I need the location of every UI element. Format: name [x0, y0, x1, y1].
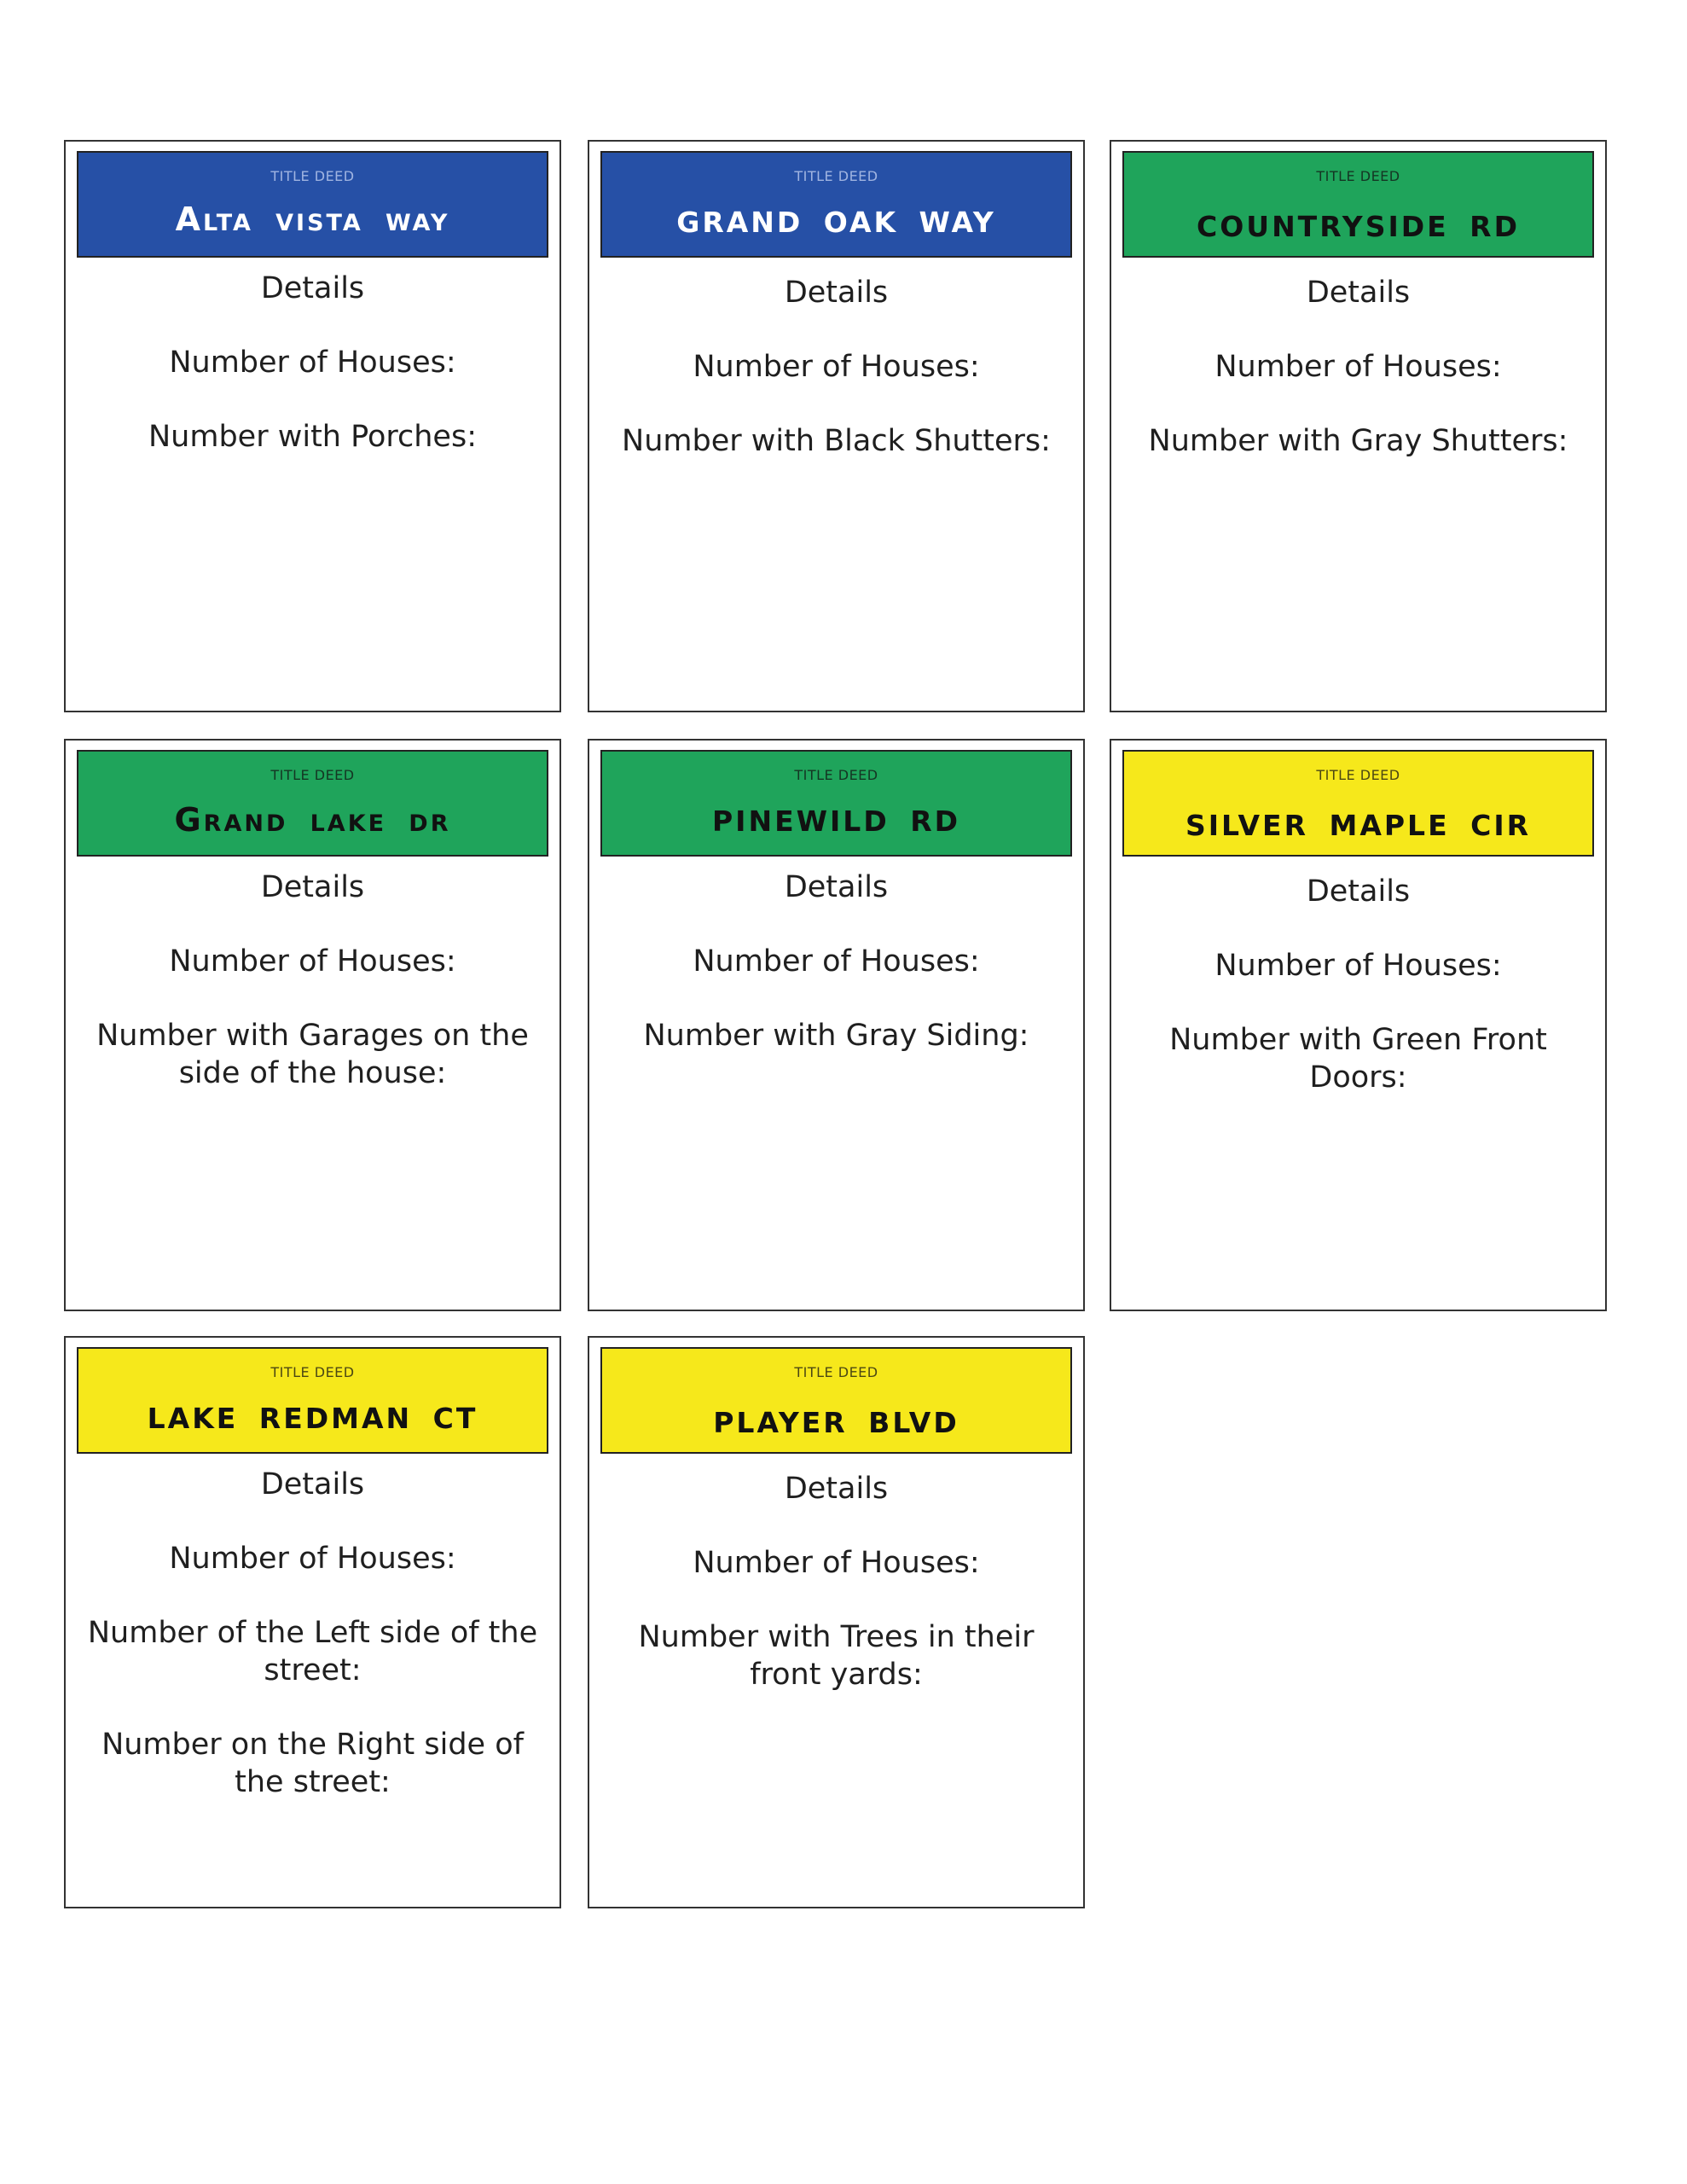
title-deed-card — [1110, 739, 1607, 1311]
detail-line: Number with Green Front Doors: — [1169, 1023, 1547, 1095]
card-details — [83, 1466, 542, 1838]
card-tag: TITLE DEED — [794, 1364, 878, 1380]
card-details — [83, 868, 542, 1129]
card-tag: TITLE DEED — [270, 767, 355, 783]
card-details — [606, 1470, 1066, 1730]
detail-line: Number of Houses: — [693, 944, 980, 979]
card-tag: TITLE DEED — [794, 168, 878, 184]
card-banner — [600, 750, 1072, 857]
title-deed-card — [64, 1336, 561, 1908]
title-deed-card — [588, 140, 1085, 712]
card-tag: TITLE DEED — [270, 1364, 355, 1380]
details-heading: Details — [260, 870, 365, 904]
street-name: COUNTRYSIDE RD — [1197, 210, 1520, 243]
details-heading: Details — [260, 271, 365, 305]
detail-line: Number of Houses: — [169, 1542, 456, 1576]
details-heading: Details — [784, 276, 889, 310]
detail-line: Number of Houses: — [1215, 350, 1502, 384]
detail-line: Number of the Left side of the street: — [87, 1616, 538, 1687]
card-details — [1128, 274, 1588, 497]
detail-line: Number on the Right side of the street: — [101, 1728, 524, 1799]
detail-line: Number of Houses: — [169, 346, 456, 380]
detail-line: Number of Houses: — [693, 1546, 980, 1580]
detail-line: Number with Gray Shutters: — [1148, 424, 1568, 458]
card-banner — [77, 151, 548, 258]
title-deed-card — [64, 739, 561, 1311]
detail-line: Number of Houses: — [693, 350, 980, 384]
card-details — [606, 274, 1066, 497]
details-heading: Details — [1306, 276, 1411, 310]
details-heading: Details — [784, 870, 889, 904]
title-deed-card — [588, 739, 1085, 1311]
card-details — [1128, 873, 1588, 1133]
detail-line: Number of Houses: — [169, 944, 456, 979]
detail-line: Number with Porches: — [148, 420, 477, 454]
street-name: Grand lake dr — [174, 801, 451, 839]
street-name: LAKE REDMAN CT — [147, 1402, 478, 1435]
card-tag: TITLE DEED — [270, 168, 355, 184]
card-banner — [77, 750, 548, 857]
card-tag: TITLE DEED — [794, 767, 878, 783]
detail-line: Number with Garages on the side of the house: — [96, 1019, 529, 1090]
card-details — [606, 868, 1066, 1091]
card-banner — [600, 151, 1072, 258]
detail-line: Number with Trees in their front yards: — [638, 1620, 1035, 1692]
street-name: PLAYER BLVD — [713, 1406, 959, 1439]
card-details — [83, 270, 542, 492]
card-tag: TITLE DEED — [1316, 168, 1400, 184]
details-heading: Details — [1306, 874, 1411, 909]
details-heading: Details — [260, 1467, 365, 1502]
card-banner — [1122, 151, 1594, 258]
detail-line: Number of Houses: — [1215, 949, 1502, 983]
title-deed-card — [64, 140, 561, 712]
title-deed-card — [1110, 140, 1607, 712]
card-banner — [77, 1347, 548, 1454]
title-deed-card — [588, 1336, 1085, 1908]
street-name: GRAND OAK WAY — [676, 206, 996, 239]
street-name: Alta vista way — [175, 200, 450, 238]
card-tag: TITLE DEED — [1316, 767, 1400, 783]
details-heading: Details — [784, 1472, 889, 1506]
card-banner — [1122, 750, 1594, 857]
detail-line: Number with Gray Siding: — [643, 1019, 1029, 1053]
street-name: PINEWILD RD — [711, 804, 960, 838]
card-banner — [600, 1347, 1072, 1454]
street-name: SILVER MAPLE CIR — [1185, 809, 1532, 842]
detail-line: Number with Black Shutters: — [622, 424, 1051, 458]
